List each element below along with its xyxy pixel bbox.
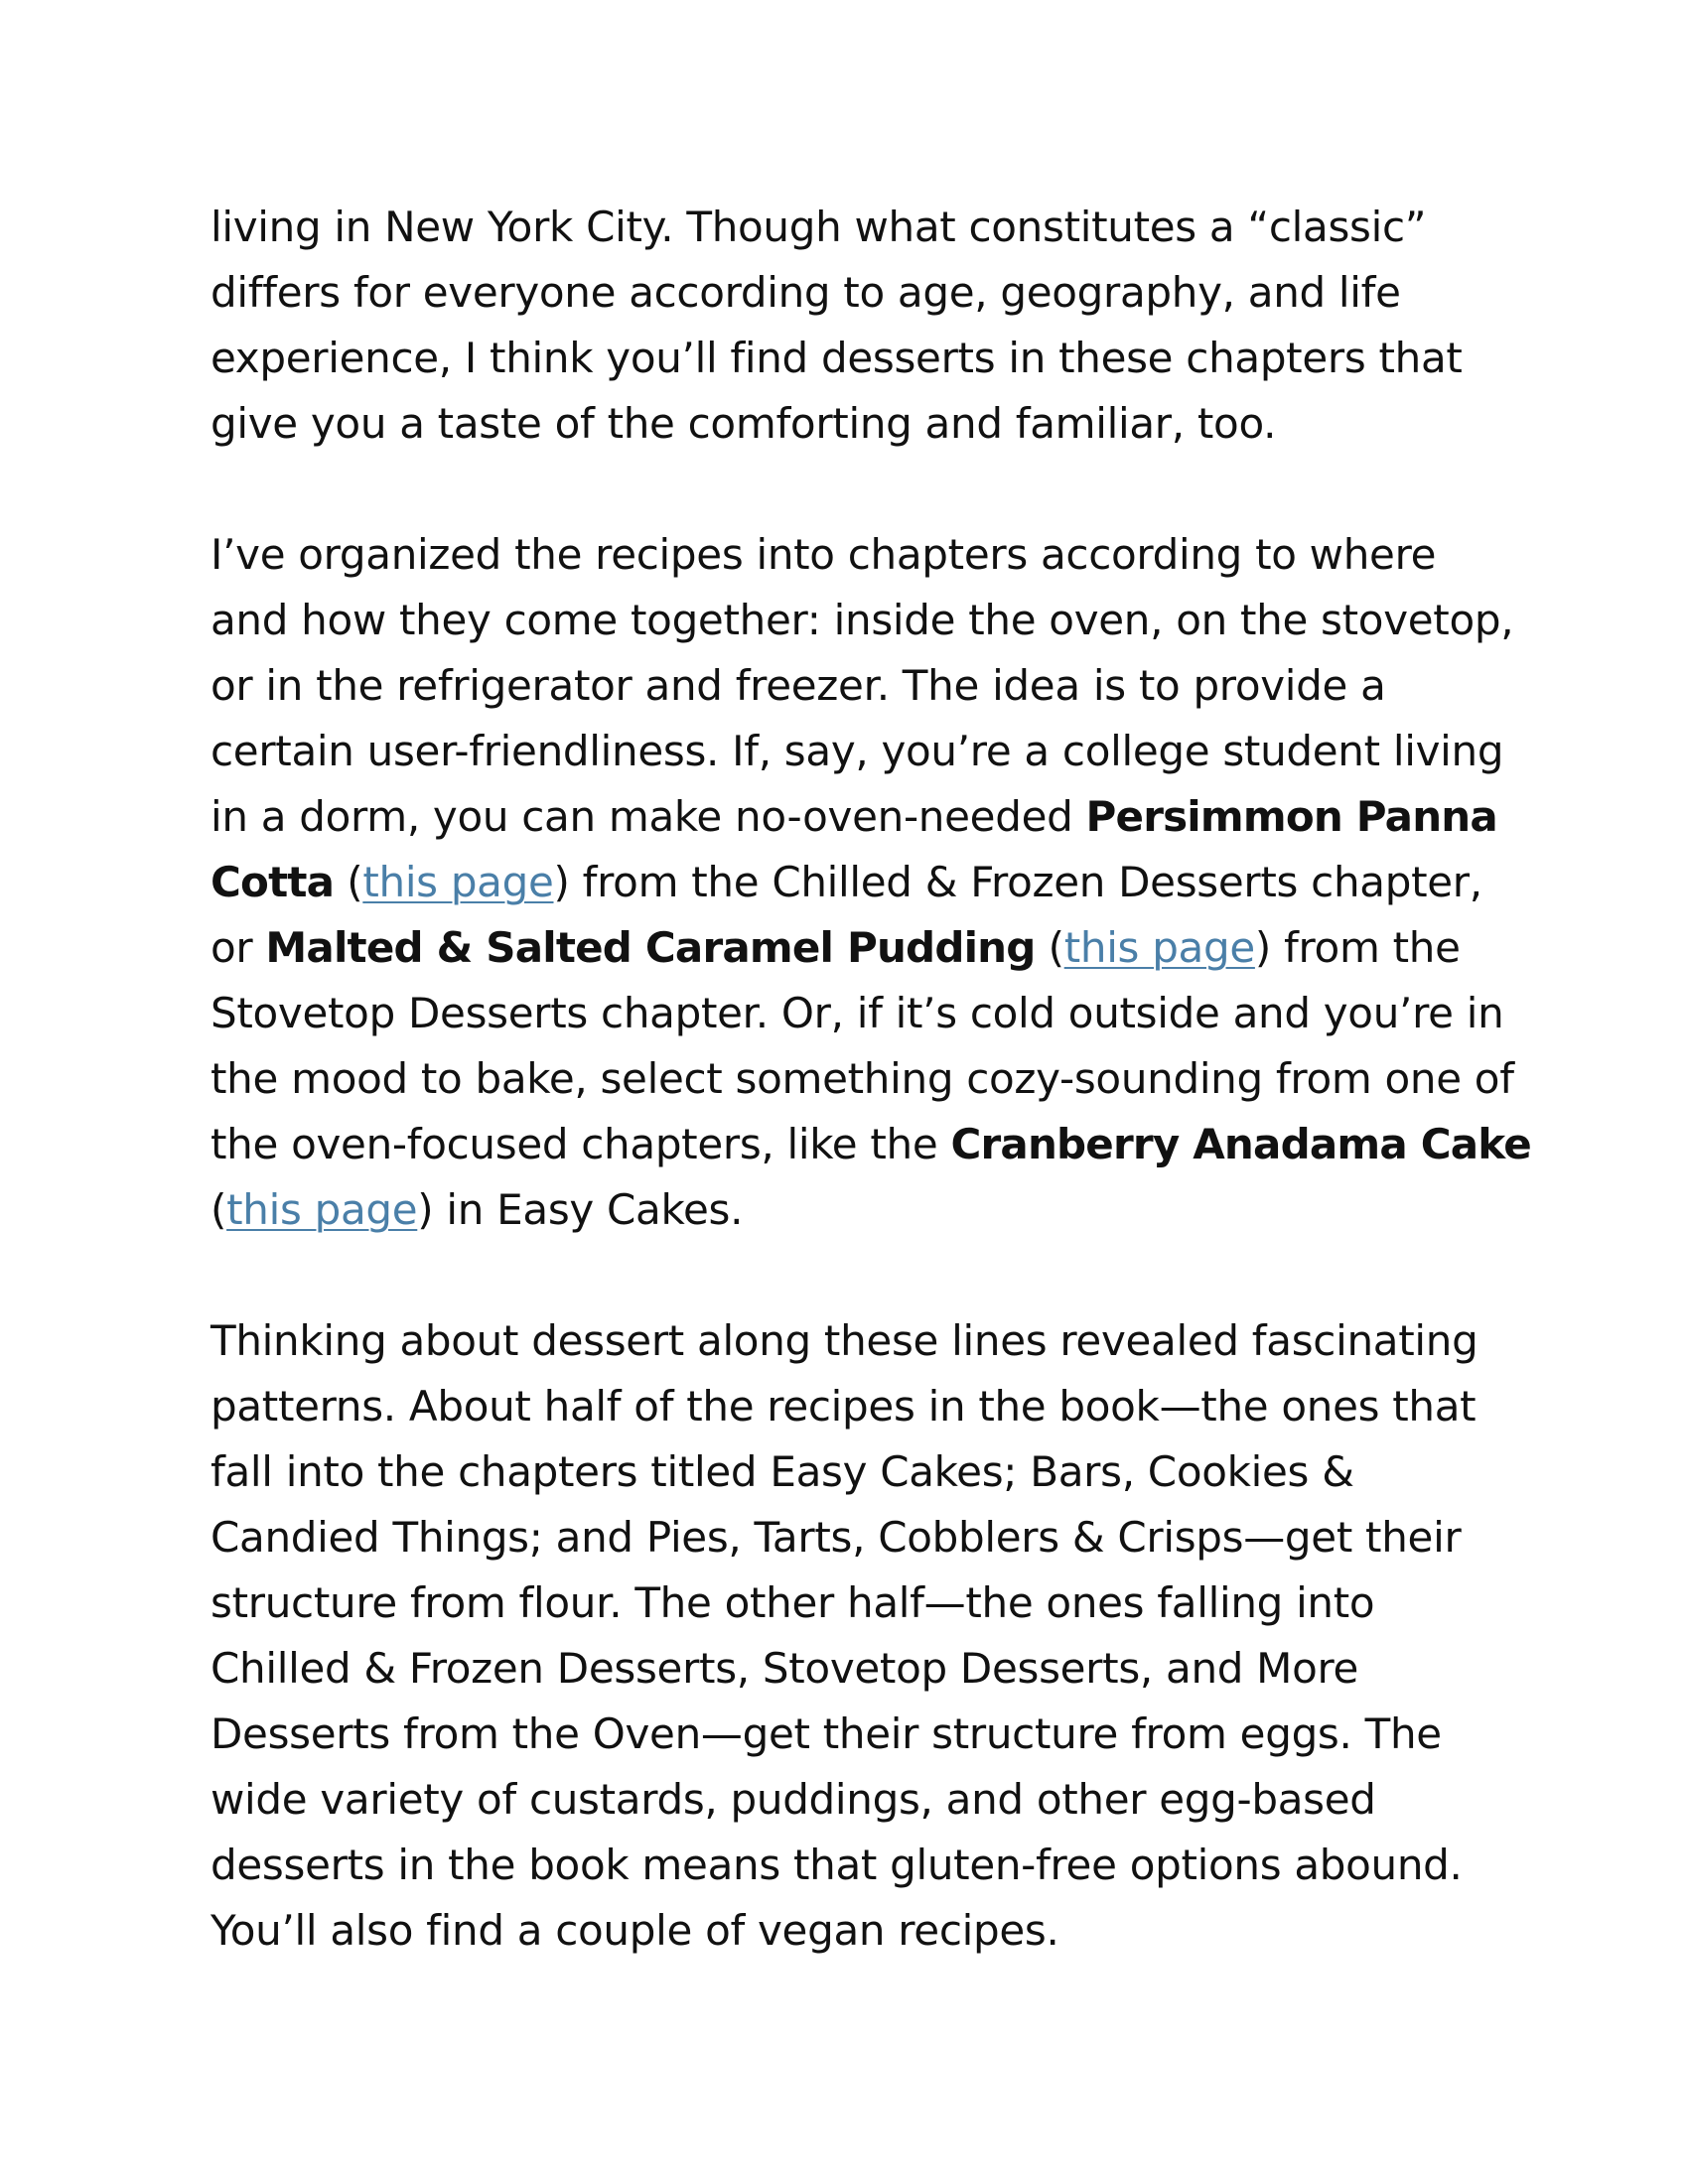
text-run: or	[211, 923, 266, 972]
this-page-link[interactable]: this page	[1063, 923, 1255, 972]
text-line	[211, 1177, 1501, 1243]
text-run: certain user-friendliness. If, say, you’re a college student living	[211, 727, 1504, 775]
recipe-name: Cranberry Anadama Cake	[950, 1120, 1531, 1168]
text-line	[211, 1112, 1531, 1177]
text-run: desserts in the book means that gluten-free options abound.	[211, 1841, 1463, 1889]
text-run: Chilled & Frozen Desserts, Stovetop Desserts, and More	[211, 1644, 1359, 1693]
this-page-link[interactable]: this page	[362, 858, 554, 906]
text-line	[211, 719, 1504, 784]
text-run: You’ll also find a couple of vegan recipes.	[211, 1906, 1059, 1955]
text-run: the mood to bake, select something cozy-sounding from one of	[211, 1054, 1514, 1103]
this-page-link[interactable]: this page	[226, 1185, 418, 1234]
text-run: Thinking about dessert along these lines revealed fascinating	[211, 1316, 1478, 1365]
paragraph	[211, 1308, 1501, 1964]
text-line	[211, 391, 1501, 457]
text-line	[211, 1702, 1501, 1767]
text-run: structure from flour. The other half—the ones falling into	[211, 1578, 1375, 1627]
text-line	[211, 260, 1501, 326]
paragraph	[211, 195, 1501, 457]
text-line	[211, 1046, 1514, 1112]
recipe-name: Persimmon Panna	[1085, 792, 1497, 841]
text-run: (	[211, 1185, 227, 1234]
text-run: and how they come together: inside the oven, on the stovetop,	[211, 596, 1514, 644]
text-line	[211, 1636, 1501, 1702]
text-run: (	[1035, 923, 1064, 972]
text-run: I’ve organized the recipes into chapters according to where	[211, 530, 1437, 579]
text-run: Stovetop Desserts chapter. Or, if it’s cold outside and you’re in	[211, 989, 1504, 1037]
text-line	[211, 653, 1501, 719]
text-run: wide variety of custards, puddings, and other egg-based	[211, 1775, 1376, 1824]
text-line	[211, 326, 1501, 391]
text-line	[211, 195, 1501, 260]
text-line	[211, 1898, 1501, 1964]
text-run: Candied Things; and Pies, Tarts, Cobblers & Crisps—get their	[211, 1513, 1462, 1562]
text-line	[211, 1767, 1501, 1833]
text-line	[211, 850, 1501, 915]
text-line	[211, 1374, 1501, 1439]
text-line	[211, 1570, 1501, 1636]
text-line	[211, 1833, 1501, 1898]
text-line	[211, 784, 1501, 850]
text-line	[211, 981, 1504, 1046]
text-line	[211, 588, 1514, 653]
text-run: ) in Easy Cakes.	[417, 1185, 744, 1234]
text-run: ) from the Chilled & Frozen Desserts chapter,	[553, 858, 1482, 906]
text-run: differs for everyone according to age, geography, and life	[211, 268, 1401, 317]
text-line	[211, 915, 1501, 981]
page-body	[211, 195, 1531, 2029]
text-run: ) from the	[1254, 923, 1461, 972]
text-run: patterns. About half of the recipes in the book—the ones that	[211, 1382, 1477, 1431]
text-line	[211, 522, 1501, 588]
recipe-name: Cotta	[211, 858, 335, 906]
text-run: fall into the chapters titled Easy Cakes; Bars, Cookies &	[211, 1447, 1354, 1496]
text-line	[211, 1505, 1501, 1570]
text-run: living in New York City. Though what constitutes a “classic”	[211, 203, 1427, 251]
text-run: (	[334, 858, 363, 906]
text-run: or in the refrigerator and freezer. The idea is to provide a	[211, 661, 1386, 710]
text-run: experience, I think you’ll find desserts in these chapters that	[211, 334, 1463, 382]
text-run: in a dorm, you can make no-oven-needed	[211, 792, 1086, 841]
text-run: the oven-focused chapters, like the	[211, 1120, 951, 1168]
text-line	[211, 1308, 1501, 1374]
text-run: Desserts from the Oven—get their structure from eggs. The	[211, 1709, 1442, 1758]
recipe-name: Malted & Salted Caramel Pudding	[265, 923, 1036, 972]
text-line	[211, 1439, 1501, 1505]
text-run: give you a taste of the comforting and familiar, too.	[211, 399, 1277, 448]
paragraph	[211, 522, 1531, 1243]
